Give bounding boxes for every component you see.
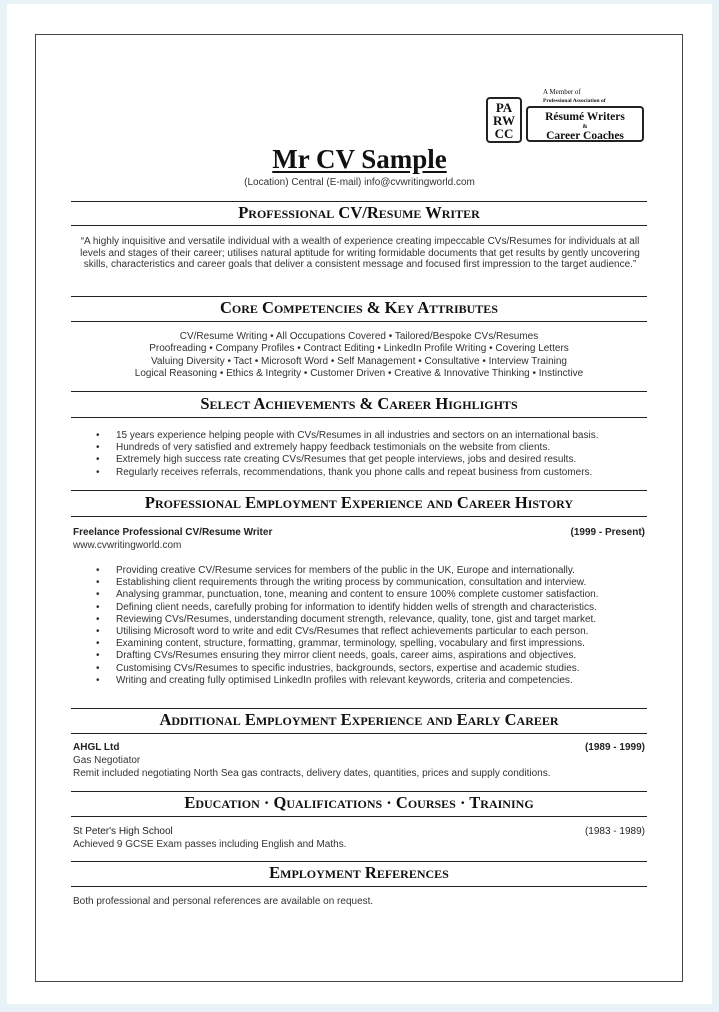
parwcc-logo — [486, 88, 646, 144]
list-item: • Drafting CVs/Resumes ensuring they mirror client needs, goals, career aims, aspirations and objectives. — [96, 650, 656, 662]
list-item: • Utilising Microsoft word to write and edit CVs/Resumes that reflect achievements particular to each person. — [96, 626, 656, 638]
candidate-name: Mr CV Sample — [272, 144, 447, 174]
section-rule — [71, 201, 647, 202]
profile-summary: “A highly inquisitive and versatile individual with a wealth of experience creating impeccable CVs/Resumes for individuals at all levels and stages of their career; utilises natural aptitude for writing formidable documents that get results by gently uncovering skills, characteristics and career goals that deliver a consistent message and focused first impression to the target audience.” — [80, 236, 640, 271]
additional-company: AHGL Ltd — [73, 742, 120, 753]
education-detail: Achieved 9 GCSE Exam passes including English and Maths. — [73, 839, 347, 850]
employment-role: Freelance Professional CV/Resume Writer — [73, 527, 273, 538]
section-rule — [71, 391, 647, 392]
list-item: • Customising CVs/Resumes to specific industries, backgrounds, sectors, expertise and academic studies. — [96, 663, 656, 675]
list-item: • Extremely high success rate creating CVs/Resumes that get people interviews, jobs and desired results. — [96, 454, 656, 466]
achievements-list — [96, 430, 656, 479]
section-rule — [71, 490, 647, 491]
additional-position: Gas Negotiator — [73, 755, 141, 766]
section-rule — [71, 708, 647, 709]
contact-line: (Location) Central (E-mail) info@cvwritingworld.com — [244, 177, 475, 188]
education-dates: (1983 - 1989) — [584, 826, 645, 837]
additional-dates: (1989 - 1999) — [584, 742, 645, 753]
profile-title: Professional CV/Resume Writer — [238, 203, 480, 222]
list-item: • Reviewing CVs/Resumes, understanding document strength, relevance, quality, tone, gist and target market. — [96, 614, 656, 626]
logo-letters-box: PA RW CC — [486, 97, 522, 143]
employment-duties-list — [96, 565, 656, 687]
section-rule — [71, 516, 647, 517]
additional-title: Additional Employment Experience and Early Career — [159, 710, 559, 729]
competency-line: Valuing Diversity • Tact • Microsoft Word • Self Management • Consultative • Interview Training — [150, 355, 567, 367]
list-item: • Establishing client requirements through the writing process by communication, consultation and interview. — [96, 577, 656, 589]
list-item: • Analysing grammar, punctuation, tone, meaning and content to ensure 100% complete customer satisfaction. — [96, 589, 656, 601]
education-school: St Peter's High School — [73, 826, 173, 837]
section-rule — [71, 321, 647, 322]
logo-member-text: A Member of — [543, 88, 581, 96]
section-rule — [71, 296, 647, 297]
additional-description: Remit included negotiating North Sea gas contracts, delivery dates, quantities, prices and supply conditions. — [73, 768, 551, 779]
list-item: • Writing and creating fully optimised LinkedIn profiles with relevant keywords, criteria and competencies. — [96, 675, 656, 687]
employment-title: Professional Employment Experience and Career History — [144, 493, 574, 512]
section-rule — [71, 225, 647, 226]
education-title: Education · Qualifications · Courses · Training — [184, 793, 534, 812]
list-item: • 15 years experience helping people with CVs/Resumes in all industries and sectors on an international basis. — [96, 430, 656, 442]
employment-website: www.cvwritingworld.com — [73, 540, 182, 551]
section-rule — [71, 816, 647, 817]
list-item: • Examining content, structure, formatting, grammar, terminology, spelling, vocabulary and first impressions. — [96, 638, 656, 650]
list-item: • Providing creative CV/Resume services for members of the public in the UK, Europe and internationally. — [96, 565, 656, 577]
achievements-title: Select Achievements & Career Highlights — [200, 394, 518, 413]
logo-name-box: Résumé Writers & Career Coaches — [526, 106, 644, 142]
section-rule — [71, 886, 647, 887]
competency-line: CV/Resume Writing • All Occupations Covered • Tailored/Bespoke CVs/Resumes — [179, 331, 539, 342]
list-item: • Regularly receives referrals, recommendations, thank you phone calls and repeat business from customers. — [96, 467, 656, 479]
section-rule — [71, 791, 647, 792]
section-rule — [71, 733, 647, 734]
employment-dates: (1999 - Present) — [570, 527, 645, 538]
logo-association-text: Professional Association of — [543, 98, 606, 104]
competencies-list — [71, 331, 647, 381]
references-title: Employment References — [269, 863, 449, 882]
list-item: • Hundreds of very satisfied and extremely happy feedback testimonials on the website from clients. — [96, 442, 656, 454]
list-item: • Defining client needs, carefully probing for information to identify hidden wells of strength and characteristics. — [96, 602, 656, 614]
section-rule — [71, 861, 647, 862]
competency-line: Proofreading • Company Profiles • Contract Editing • LinkedIn Profile Writing • Covering Letters — [149, 343, 569, 355]
references-text: Both professional and personal references are available on request. — [73, 896, 374, 907]
competencies-title: Core Competencies & Key Attributes — [220, 298, 498, 317]
competency-line: Logical Reasoning • Ethics & Integrity • Customer Driven • Creative & Innovative Thinking • Instinctive — [134, 368, 584, 380]
section-rule — [71, 417, 647, 418]
